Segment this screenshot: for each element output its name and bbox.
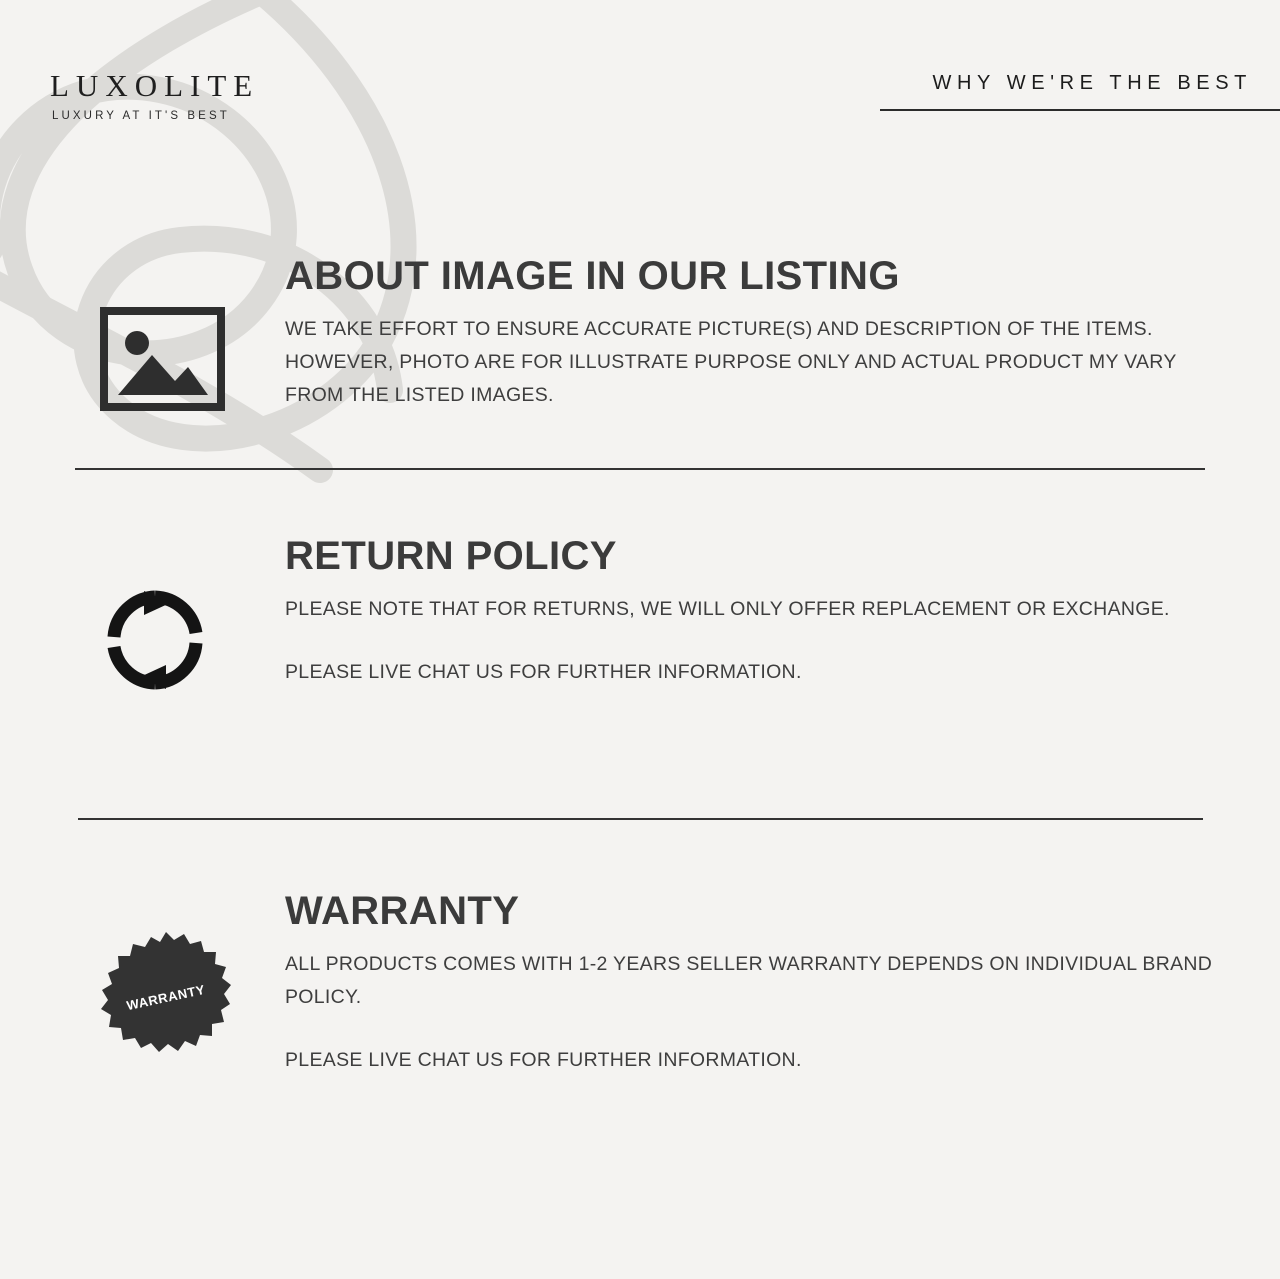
image-placeholder-icon <box>100 307 240 447</box>
svg-text:WARRANTY: WARRANTY <box>125 981 207 1014</box>
header-title-block <box>660 72 1280 111</box>
brand-logo <box>50 70 259 122</box>
section-return-policy-paragraph-2: PLEASE LIVE CHAT US FOR FURTHER INFORMATION. <box>285 660 802 683</box>
header-underline <box>880 109 1280 111</box>
brand-name: LUXOLITE <box>50 68 260 103</box>
section-about-image-title: ABOUT IMAGE IN OUR LISTING <box>285 254 900 298</box>
section-about-image-body <box>285 255 1225 411</box>
section-warranty-title: WARRANTY <box>285 889 520 933</box>
section-warranty-paragraph-2: PLEASE LIVE CHAT US FOR FURTHER INFORMATION. <box>285 1048 802 1071</box>
section-divider-1 <box>75 468 1205 470</box>
section-return-policy-title: RETURN POLICY <box>285 534 617 578</box>
section-about-image-paragraph-1: WE TAKE EFFORT TO ENSURE ACCURATE PICTURE(S) AND DESCRIPTION OF THE ITEMS. HOWEVER, PHOTO ARE FOR ILLUSTRATE PURPOSE ONLY AND ACTUAL PRODUCT MY VARY FROM THE LISTED IMAGES. <box>285 318 1177 406</box>
section-return-policy-body <box>285 535 1225 689</box>
page-header <box>0 0 1280 160</box>
page-title: WHY WE'RE THE BEST <box>932 72 1252 94</box>
refresh-cycle-icon <box>100 585 240 725</box>
section-divider-2 <box>78 818 1203 820</box>
warranty-badge-icon <box>100 930 240 1070</box>
section-warranty-body <box>285 890 1225 1076</box>
section-return-policy-paragraph-1: PLEASE NOTE THAT FOR RETURNS, WE WILL ONLY OFFER REPLACEMENT OR EXCHANGE. <box>285 598 1170 620</box>
section-warranty-paragraph-1: ALL PRODUCTS COMES WITH 1-2 YEARS SELLER WARRANTY DEPENDS ON INDIVIDUAL BRAND POLICY. <box>285 953 1213 1008</box>
brand-tagline: LUXURY AT IT'S BEST <box>52 110 230 122</box>
